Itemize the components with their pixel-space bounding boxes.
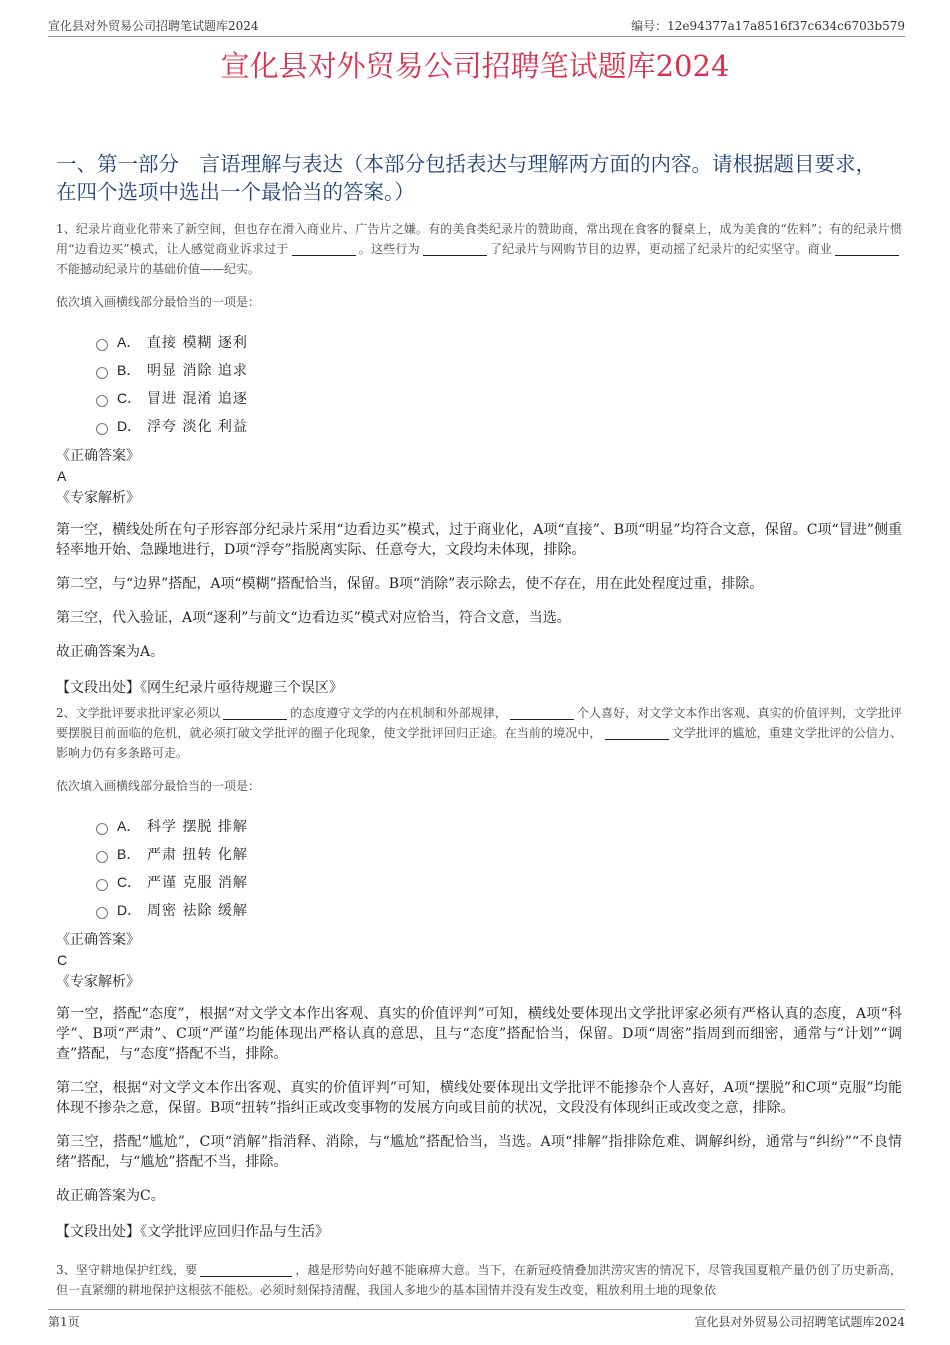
fill-blank	[423, 241, 487, 256]
option-list	[96, 812, 902, 924]
fill-blank	[223, 705, 287, 720]
section-title: 一、第一部分 言语理解与表达（本部分包括表达与理解两方面的内容。请根据题目要求，在四个选项中选出一个最恰当的答案。）	[56, 152, 876, 204]
analysis-paragraph: 第一空，横线处所在句子形容部分纪录片采用“边看边买”模式，过于商业化，A项“直接”、B项“明显”均符合文意，保留。C项“冒进”侧重轻率地开始、急躁地进行，D项“浮夸”指脱离实际、任意夸大，文段均未体现，排除。	[56, 522, 902, 558]
radio-icon[interactable]	[96, 907, 108, 919]
answer-value: A	[57, 468, 67, 484]
radio-icon[interactable]	[96, 879, 108, 891]
page-footer	[48, 1309, 905, 1332]
fill-blank	[510, 705, 574, 720]
analysis	[56, 520, 902, 662]
fill-blank	[605, 725, 669, 740]
analysis-paragraph: 第三空，搭配“尴尬”，C项“消解”指消释、消除，与“尴尬”搭配恰当，当选。A项“排解”指排除危难、调解纠纷，通常与“纠纷”“不良情绪”搭配，与“尴尬”搭配不当，排除。	[56, 1134, 902, 1170]
analysis	[56, 1004, 902, 1206]
question-text: 3、坚守耕地保护红线，要 ，越是形势向好越不能麻痹大意。当下，在新冠疫情叠加洪涝灾害的情况下，尽管我国夏粮产量仍创了历史新高，但一直紧绷的耕地保护这根弦不能松。必须时刻保持清醒，我国人多地少的基本国情并没有发生改变，粗放利用土地的现象依	[56, 1263, 902, 1297]
option-b[interactable]: B． 明显 消除 追求	[96, 356, 902, 384]
option-a[interactable]: A． 科学 摆脱 排解	[96, 812, 902, 840]
fill-blank	[200, 1262, 292, 1277]
answer-label: 《正确答案》	[56, 932, 140, 948]
question-text: 2、文学批评要求批评家必须以 的态度遵守文学的内在机制和外部规律， 个人喜好，对文学文本作出客观、真实的价值评判，文学批评要摆脱目前面临的危机，就必须打破文学批评的圈子化现象，使文学批评回归正途。在当前的境况中， 文学批评的尴尬，重建文学批评的公信力、影响力仍有多条路可走。	[56, 706, 902, 760]
analysis-paragraph: 故正确答案为A。	[56, 644, 165, 660]
question-text: 1、纪录片商业化带来了新空间，但也存在滑入商业片、广告片之嫌。有的美食类纪录片的赞助商，常出现在食客的餐桌上，成为美食的“佐料”；有的纪录片惯用“边看边买”模式，让人感觉商业诉求过于 。这些行为 了纪录片与网购节目的边界，更动摇了纪录片的纪实坚守。商业不能撼动纪录片的基础价值——纪实。	[56, 222, 902, 276]
option-c[interactable]: C． 严谨 克服 消解	[96, 868, 902, 896]
radio-icon[interactable]	[96, 851, 108, 863]
option-b[interactable]: B． 严肃 扭转 化解	[96, 840, 902, 868]
analysis-paragraph: 第二空，与“边界”搭配，A项“模糊”搭配恰当，保留。B项“消除”表示除去，使不存在，用在此处程度过重，排除。	[56, 576, 764, 592]
source-citation: 【文段出处】《文学批评应回归作品与生活》	[56, 1224, 329, 1240]
radio-icon[interactable]	[96, 423, 108, 435]
page-number: 第1页	[48, 1314, 80, 1329]
source-citation: 【文段出处】《网生纪录片亟待规避三个误区》	[56, 680, 343, 696]
analysis-label: 《专家解析》	[56, 490, 140, 506]
radio-icon[interactable]	[96, 367, 108, 379]
question-2	[56, 703, 902, 1242]
document-title: 宣化县对外贸易公司招聘笔试题库2024	[220, 49, 730, 83]
footer-doc-title: 宣化县对外贸易公司招聘笔试题库2024	[694, 1314, 905, 1329]
question-1	[56, 219, 902, 698]
header-doc-title: 宣化县对外贸易公司招聘笔试题库2024	[48, 19, 259, 33]
question-prompt: 依次填入画横线部分最恰当的一项是：	[56, 295, 261, 309]
radio-icon[interactable]	[96, 395, 108, 407]
fill-blank	[292, 241, 356, 256]
option-list	[96, 328, 902, 440]
option-a[interactable]: A． 直接 模糊 逐利	[96, 328, 902, 356]
analysis-paragraph: 第三空，代入验证，A项“逐利”与前文“边看边买”模式对应恰当，符合文意，当选。	[56, 610, 571, 626]
radio-icon[interactable]	[96, 823, 108, 835]
question-3	[56, 1260, 902, 1300]
option-d[interactable]: D． 浮夸 淡化 利益	[96, 412, 902, 440]
question-prompt: 依次填入画横线部分最恰当的一项是：	[56, 779, 261, 793]
radio-icon[interactable]	[96, 339, 108, 351]
answer-label: 《正确答案》	[56, 448, 140, 464]
analysis-paragraph: 第二空，根据“对文学文本作出客观、真实的价值评判”可知，横线处要体现出文学批评不能掺杂个人喜好，A项“摆脱”和C项“克服”均能体现不掺杂之意，保留。B项“扭转”指纠正或改变事物的发展方向或目前的状况，文段没有体现纠正或改变之意，排除。	[56, 1080, 902, 1116]
analysis-label: 《专家解析》	[56, 974, 140, 990]
answer-value: C	[57, 952, 68, 968]
header-doc-id: 编号：12e94377a17a8516f37c634c6703b579	[631, 19, 905, 33]
page-header	[48, 14, 905, 37]
option-d[interactable]: D． 周密 祛除 缓解	[96, 896, 902, 924]
fill-blank	[835, 241, 899, 256]
analysis-paragraph: 故正确答案为C。	[56, 1188, 165, 1204]
option-c[interactable]: C． 冒进 混淆 追逐	[96, 384, 902, 412]
analysis-paragraph: 第一空，搭配“态度”，根据“对文学文本作出客观、真实的价值评判”可知，横线处要体现出文学批评家必须有严格认真的态度，A项“科学”、B项“严肃”、C项“严谨”均能体现出严格认真的意思，且与“态度”搭配恰当，保留。D项“周密”指周到而细密，通常与“计划”“调查”搭配，与“态度”搭配不当，排除。	[56, 1006, 902, 1062]
